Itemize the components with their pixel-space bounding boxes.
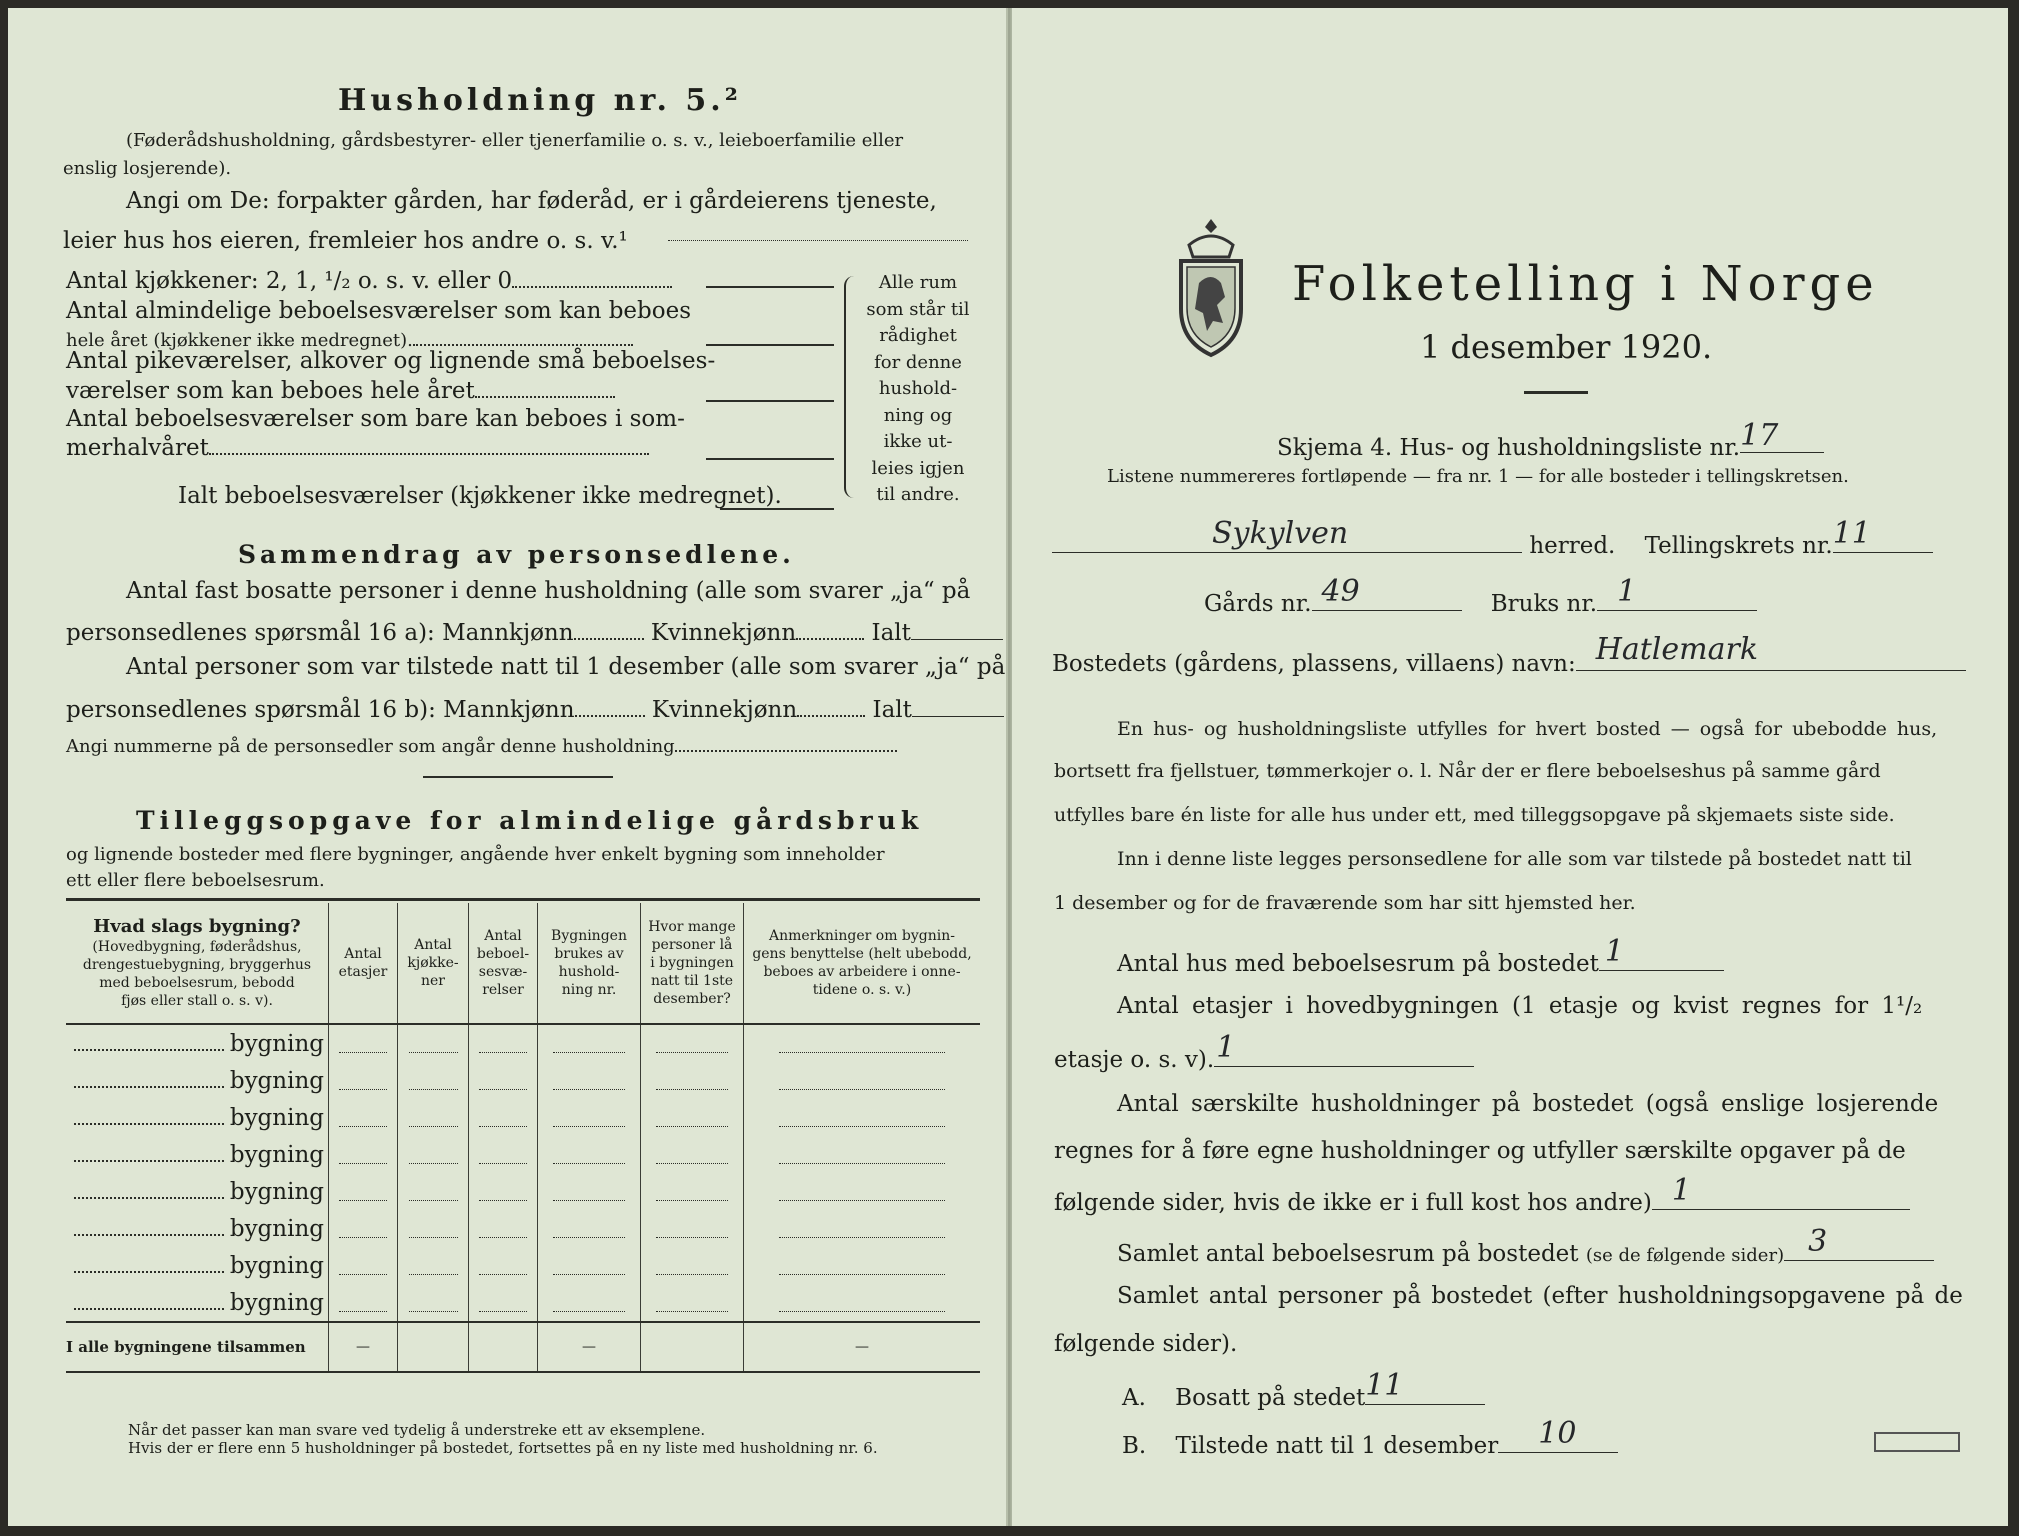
addon-intro-1: og lignende bosteder med flere bygninger, angående hver enkelt bygning som inneholder [66, 844, 885, 865]
table-total-row [66, 1322, 980, 1372]
bosted-line: Bostedets (gårdens, plassens, villaens) navn: Hatlemark [1052, 646, 1966, 677]
col-persons: Hvor mange personer lå i bygningen natt til 1ste desember? [641, 903, 744, 1024]
rooms-line-5: værelser som kan beboes hele året [66, 378, 615, 404]
q-hus: Antal hus med beboelsesrum på bostedet 1 [1117, 946, 1724, 977]
table-cell [641, 1099, 744, 1136]
table-cell [398, 1024, 469, 1062]
table-cell [329, 1024, 398, 1062]
table-cell [641, 1136, 744, 1173]
liste-nr-value: 17 [1740, 418, 1779, 453]
table-cell [641, 1210, 744, 1247]
instruction-5: 1 desember og for de fraværende som har sitt hjemsted her. [1054, 892, 1636, 914]
rooms-total: Ialt beboelsesværelser (kjøkkener ikke medregnet). [178, 483, 782, 509]
q-etasjer-value: 1 [1216, 1030, 1236, 1065]
table-cell [398, 1284, 469, 1322]
intro-line-2: enslig losjerende). [63, 158, 232, 179]
table-cell [398, 1210, 469, 1247]
table-cell [641, 1284, 744, 1322]
table-row [66, 1099, 980, 1136]
left-page [8, 8, 1008, 1526]
right-page [1012, 8, 2008, 1526]
footnote-2: Hvis der er flere enn 5 husholdninger på bostedet, fortsettes på en ny liste med husholdning nr. 6. [128, 1439, 878, 1457]
col-building-type: Hvad slags bygning? (Hovedbygning, føderådshus, drengestuebygning, bryggerhus med beboelsesrum, bebodd fjøs eller stall o. s. v). [66, 903, 329, 1024]
table-cell [641, 1173, 744, 1210]
table-cell [329, 1062, 398, 1099]
rooms-line-2: Antal almindelige beboelsesværelser som kan beboes [66, 298, 692, 324]
q-b: B. Tilstede natt til 1 desember 10 [1122, 1428, 1618, 1459]
total-cell: — [329, 1322, 398, 1372]
form-date: 1 desember 1920. [1420, 328, 1713, 366]
form-title: Folketelling i Norge [1292, 256, 1879, 312]
q-husholdninger-2: regnes for å føre egne husholdninger og utfyller særskilte opgaver på de [1054, 1138, 1906, 1164]
table-cell [469, 1062, 538, 1099]
table-cell [641, 1062, 744, 1099]
total-cell [641, 1322, 744, 1372]
gards-line: Gårds nr. 49 Bruks nr. 1 [1204, 586, 1757, 617]
table-cell [641, 1247, 744, 1284]
table-cell [744, 1210, 981, 1247]
angi-line-1: Angi om De: forpakter gården, har føderåd, er i gårdeierens tjeneste, [126, 188, 937, 214]
q-etasjer-2: etasje o. s. v). 1 [1054, 1042, 1474, 1073]
q-a: A. Bosatt på stedet 11 [1122, 1380, 1485, 1411]
building-row-label: bygning [66, 1136, 329, 1173]
table-row [66, 1136, 980, 1173]
table-cell [744, 1099, 981, 1136]
summary-line-2: personsedlenes spørsmål 16 a): Mannkjønn Kvinnekjønn Ialt [66, 615, 1003, 646]
table-row [66, 1247, 980, 1284]
table-cell [744, 1024, 981, 1062]
col-kitchens: Antal kjøkke- ner [398, 903, 469, 1024]
table-cell [329, 1099, 398, 1136]
table-cell [744, 1247, 981, 1284]
table-cell [538, 1099, 641, 1136]
summary-line-1: Antal fast bosatte personer i denne husholdning (alle som svarer „ja“ på [126, 578, 971, 604]
brace-note: Alle rum som står til rådighet for denne hushold- ning og ikke ut- leies igjen til andre. [866, 272, 970, 505]
table-cell [641, 1024, 744, 1062]
col-remarks: Anmerkninger om bygnin- gens benyttelse (helt ubebodd, beboes av arbeidere i onne- tidene o. s. v.) [744, 903, 981, 1024]
q-etasjer-1: Antal etasjer i hovedbygningen (1 etasje og kvist regnes for 1¹/₂ [1117, 993, 1923, 1019]
building-row-label: bygning [66, 1284, 329, 1322]
table-cell [538, 1247, 641, 1284]
building-row-label: bygning [66, 1210, 329, 1247]
summary-line-4: personsedlenes spørsmål 16 b): Mannkjønn Kvinnekjønn Ialt [66, 692, 1004, 723]
q-personer-1: Samlet antal personer på bostedet (efter husholdningsopgavene på de [1117, 1283, 1963, 1309]
table-cell [744, 1136, 981, 1173]
table-cell [398, 1136, 469, 1173]
table-cell [398, 1173, 469, 1210]
instruction-2: bortsett fra fjellstuer, tømmerkojer o. l. Når der er flere beboelseshus på samme gård [1054, 760, 1881, 782]
table-cell [744, 1062, 981, 1099]
table-cell [329, 1284, 398, 1322]
q-husholdninger-1: Antal særskilte husholdninger på bostedet (også enslige losjerende [1117, 1091, 1939, 1117]
q-husholdninger-3: følgende sider, hvis de ikke er i full kost hos andre) 1 [1054, 1185, 1910, 1216]
table-cell [398, 1062, 469, 1099]
building-row-label: bygning [66, 1099, 329, 1136]
table-cell [469, 1099, 538, 1136]
rooms-line-4: Antal pikeværelser, alkover og lignende små beboelses- [66, 348, 716, 374]
table-cell [538, 1024, 641, 1062]
table-cell [469, 1210, 538, 1247]
a-value: 11 [1365, 1368, 1404, 1403]
summary-line-3: Antal personer som var tilstede natt til 1 desember (alle som svarer „ja“ på [126, 654, 1006, 680]
building-row-label: bygning [66, 1173, 329, 1210]
table-cell [329, 1247, 398, 1284]
col-household-nr: Bygningen brukes av hushold- ning nr. [538, 903, 641, 1024]
instruction-3: utfylles bare én liste for alle hus under ett, med tilleggsopgave på skjemaets siste side. [1054, 804, 1895, 826]
table-cell [329, 1210, 398, 1247]
table-cell [398, 1099, 469, 1136]
table-cell [538, 1062, 641, 1099]
coat-of-arms-icon [1167, 213, 1255, 363]
summary-line-5: Angi nummerne på de personsedler som angår denne husholdning [66, 736, 897, 757]
total-cell [469, 1322, 538, 1372]
table-cell [744, 1173, 981, 1210]
gards-value: 49 [1321, 574, 1360, 609]
table-row [66, 1210, 980, 1247]
q-personer-2: følgende sider). [1054, 1331, 1238, 1357]
q-rum-value: 3 [1808, 1224, 1828, 1259]
summary-heading: Sammendrag av personsedlene. [238, 540, 795, 569]
total-label: I alle bygningene tilsammen [66, 1322, 329, 1372]
numbering-note: Listene nummereres fortløpende — fra nr. 1 — for alle bosteder i tellingskretsen. [1107, 466, 1849, 487]
col-rooms: Antal beboel- sesvæ- relser [469, 903, 538, 1024]
rooms-line-3: hele året (kjøkkener ikke medregnet). [66, 330, 633, 351]
instruction-1: En hus- og husholdningsliste utfylles for hvert bosted — også for ubebodde hus, [1117, 718, 1938, 740]
q-rum: Samlet antal beboelsesrum på bostedet (se de følgende sider) 3 [1117, 1236, 1934, 1267]
table-cell [538, 1210, 641, 1247]
b-value: 10 [1538, 1416, 1577, 1451]
table-row [66, 1062, 980, 1099]
table-cell [329, 1136, 398, 1173]
household-heading: Husholdning nr. 5.² [338, 83, 742, 118]
footnote-1: Når det passer kan man svare ved tydelig å understreke ett av eksemplene. [128, 1421, 706, 1439]
brace-bracket [844, 276, 860, 498]
rooms-line-6: Antal beboelsesværelser som bare kan beboes i som- [66, 406, 685, 432]
addon-heading: Tilleggsopgave for almindelige gårdsbruk [136, 806, 924, 835]
building-row-label: bygning [66, 1062, 329, 1099]
herred-line: Sykylven herred. Tellingskrets nr. 11 [1052, 528, 1933, 559]
table-cell [538, 1136, 641, 1173]
total-cell: — [744, 1322, 981, 1372]
skjema-line: Skjema 4. Hus- og husholdningsliste nr.17 [1277, 428, 1824, 461]
addon-intro-2: ett eller flere beboelsesrum. [66, 870, 325, 891]
angi-line-2: leier hus hos eieren, fremleier hos andre o. s. v.¹ [63, 228, 628, 254]
rooms-line-7: merhalvåret [66, 435, 649, 461]
table-cell [469, 1024, 538, 1062]
rooms-line-1: Antal kjøkkener: 2, 1, ¹/₂ o. s. v. eller 0 [66, 268, 672, 294]
herred-value: Sykylven [1212, 516, 1349, 551]
instruction-4: Inn i denne liste legges personsedlene for alle som var tilstede på bostedet natt til [1117, 848, 1912, 870]
intro-line-1: (Føderådshusholdning, gårdsbestyrer- eller tjenerfamilie o. s. v., leieboerfamilie eller [126, 130, 904, 151]
table-cell [538, 1173, 641, 1210]
building-row-label: bygning [66, 1024, 329, 1062]
table-row [66, 1284, 980, 1322]
q-husholdninger-value: 1 [1671, 1173, 1691, 1208]
table-cell [469, 1136, 538, 1173]
printer-stamp-icon [1874, 1432, 1960, 1452]
table-cell [538, 1284, 641, 1322]
total-cell [398, 1322, 469, 1372]
tellingskrets-value: 11 [1832, 516, 1871, 551]
col-floors: Antal etasjer [329, 903, 398, 1024]
table-cell [329, 1173, 398, 1210]
bruks-value: 1 [1617, 574, 1637, 609]
table-cell [744, 1284, 981, 1322]
bosted-value: Hatlemark [1595, 632, 1759, 667]
table-cell [469, 1247, 538, 1284]
q-hus-value: 1 [1604, 934, 1624, 969]
table-row [66, 1173, 980, 1210]
total-cell: — [538, 1322, 641, 1372]
table-cell [398, 1247, 469, 1284]
building-row-label: bygning [66, 1247, 329, 1284]
table-cell [469, 1284, 538, 1322]
building-table [66, 903, 980, 1373]
table-row [66, 1024, 980, 1062]
table-cell [469, 1173, 538, 1210]
